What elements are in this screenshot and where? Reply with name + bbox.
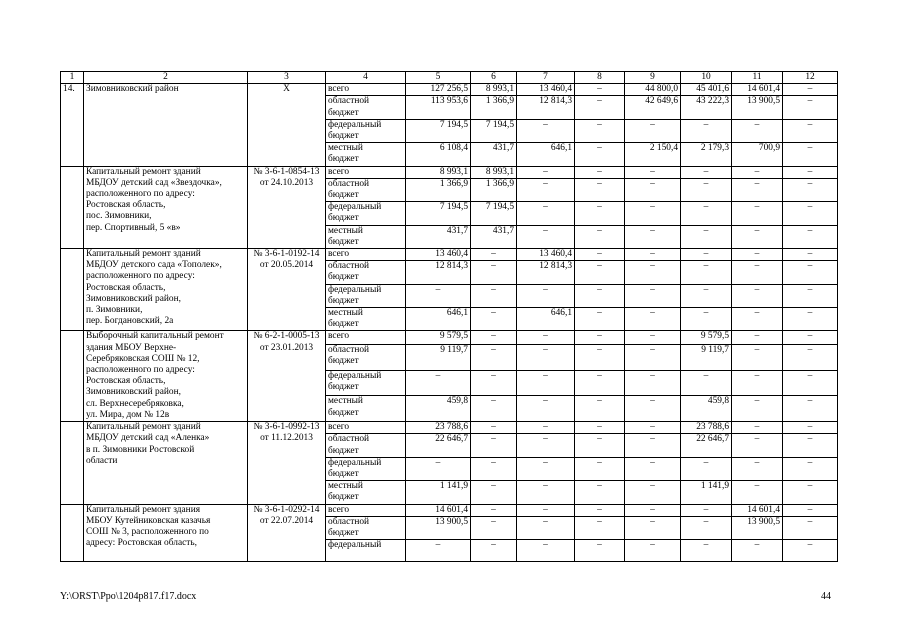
- value-cell: –: [575, 284, 625, 307]
- column-number: 4: [326, 72, 406, 84]
- value-cell: –: [575, 84, 625, 96]
- table-body: [61, 72, 838, 562]
- value-cell: –: [625, 202, 681, 225]
- value-cell: –: [783, 202, 838, 225]
- table-row: [61, 249, 838, 261]
- file-path: Y:\ORST\Ppo\1204p817.f17.docx: [60, 591, 197, 602]
- value-cell: 43 222,3: [681, 96, 732, 119]
- value-cell: –: [732, 396, 783, 422]
- value-cell: –: [681, 119, 732, 142]
- value-cell: –: [471, 370, 517, 396]
- value-cell: –: [471, 249, 517, 261]
- value-cell: 8 993,1: [471, 84, 517, 96]
- value-cell: 12 814,3: [517, 261, 575, 284]
- value-cell: –: [517, 331, 575, 344]
- value-cell: 22 646,7: [681, 434, 732, 457]
- value-cell: –: [575, 481, 625, 504]
- value-cell: –: [681, 225, 732, 248]
- column-number: 12: [783, 72, 838, 84]
- value-cell: 23 788,6: [406, 422, 471, 434]
- value-cell: –: [625, 119, 681, 142]
- value-cell: 13 900,5: [406, 516, 471, 539]
- value-cell: –: [625, 308, 681, 331]
- row-number-empty: [61, 504, 84, 562]
- budget-source-label: областной бюджет: [326, 516, 406, 539]
- value-cell: 127 256,5: [406, 84, 471, 96]
- column-number: 1: [61, 72, 84, 84]
- value-cell: –: [517, 422, 575, 434]
- value-cell: 13 460,4: [517, 84, 575, 96]
- value-cell: –: [783, 396, 838, 422]
- object-name: Выборочный капитальный ремонт здания МБОУ Верхне- Серебряковская СОШ № 12, расположенного по адресу: Ростовская область, Зимовниковский район, сл. Верхнесеребряковка, ул. Мира, дом № 12в: [84, 331, 248, 422]
- value-cell: –: [575, 457, 625, 480]
- budget-source-label: федеральный бюджет: [326, 119, 406, 142]
- value-cell: 1 366,9: [471, 178, 517, 201]
- value-cell: –: [732, 344, 783, 370]
- column-number: 3: [248, 72, 326, 84]
- value-cell: –: [732, 457, 783, 480]
- row-number-empty: [61, 249, 84, 331]
- value-cell: –: [783, 178, 838, 201]
- value-cell: –: [406, 284, 471, 307]
- value-cell: –: [625, 166, 681, 178]
- value-cell: 9 119,7: [406, 344, 471, 370]
- value-cell: –: [625, 249, 681, 261]
- value-cell: –: [681, 202, 732, 225]
- value-cell: 431,7: [471, 225, 517, 248]
- value-cell: –: [625, 434, 681, 457]
- row-number-empty: [61, 331, 84, 422]
- value-cell: 646,1: [406, 308, 471, 331]
- value-cell: 6 108,4: [406, 143, 471, 166]
- column-number: 8: [575, 72, 625, 84]
- value-cell: –: [783, 504, 838, 516]
- object-name: Капитальный ремонт зданий МБДОУ детский сад «Звездочка», расположенного по адресу: Ростовская область, пос. Зимовники, пер. Спортивный, 5 «в»: [84, 166, 248, 248]
- budget-source-label: местный бюджет: [326, 143, 406, 166]
- value-cell: 14 601,4: [406, 504, 471, 516]
- value-cell: –: [517, 504, 575, 516]
- value-cell: 431,7: [471, 143, 517, 166]
- value-cell: 45 401,6: [681, 84, 732, 96]
- value-cell: –: [732, 119, 783, 142]
- value-cell: –: [681, 249, 732, 261]
- budget-source-label: областной бюджет: [326, 178, 406, 201]
- value-cell: –: [471, 516, 517, 539]
- value-cell: 13 900,5: [732, 516, 783, 539]
- value-cell: –: [783, 481, 838, 504]
- value-cell: –: [625, 261, 681, 284]
- value-cell: –: [471, 481, 517, 504]
- object-doc: № 6-2-1-0005-13 от 23.01.2013: [248, 331, 326, 422]
- table-row: [61, 504, 838, 516]
- budget-source-label: областной бюджет: [326, 96, 406, 119]
- value-cell: –: [783, 422, 838, 434]
- value-cell: –: [783, 166, 838, 178]
- value-cell: –: [681, 284, 732, 307]
- value-cell: –: [783, 249, 838, 261]
- value-cell: –: [471, 396, 517, 422]
- budget-source-label: областной бюджет: [326, 344, 406, 370]
- value-cell: –: [625, 422, 681, 434]
- value-cell: –: [783, 457, 838, 480]
- value-cell: –: [681, 166, 732, 178]
- value-cell: –: [517, 166, 575, 178]
- value-cell: 44 800,0: [625, 84, 681, 96]
- budget-source-label: всего: [326, 84, 406, 96]
- value-cell: 646,1: [517, 308, 575, 331]
- value-cell: –: [575, 540, 625, 562]
- value-cell: 12 814,3: [406, 261, 471, 284]
- value-cell: –: [575, 422, 625, 434]
- row-number: 14.: [61, 84, 84, 166]
- table-row: [61, 331, 838, 344]
- budget-source-label: местный бюджет: [326, 396, 406, 422]
- value-cell: 9 579,5: [681, 331, 732, 344]
- value-cell: 459,8: [406, 396, 471, 422]
- budget-source-label: всего: [326, 331, 406, 344]
- value-cell: –: [471, 434, 517, 457]
- object-doc: № 3-6-1-0292-14 от 22.07.2014: [248, 504, 326, 562]
- value-cell: –: [471, 331, 517, 344]
- value-cell: –: [575, 249, 625, 261]
- value-cell: –: [625, 331, 681, 344]
- value-cell: –: [783, 331, 838, 344]
- value-cell: –: [783, 84, 838, 96]
- value-cell: 1 366,9: [406, 178, 471, 201]
- budget-source-label: местный бюджет: [326, 225, 406, 248]
- budget-source-label: федеральный бюджет: [326, 202, 406, 225]
- value-cell: –: [575, 308, 625, 331]
- value-cell: –: [625, 516, 681, 539]
- value-cell: –: [681, 370, 732, 396]
- value-cell: –: [783, 434, 838, 457]
- district-doc: Х: [248, 84, 326, 166]
- value-cell: –: [517, 457, 575, 480]
- value-cell: –: [575, 178, 625, 201]
- object-doc: № 3-6-1-0992-13 от 11.12.2013: [248, 422, 326, 504]
- budget-source-label: федеральный: [326, 540, 406, 562]
- value-cell: –: [625, 540, 681, 562]
- value-cell: 13 460,4: [517, 249, 575, 261]
- object-name: Капитальный ремонт зданий МБДОУ детский сад «Аленка» в п. Зимовники Ростовской области: [84, 422, 248, 504]
- value-cell: 113 953,6: [406, 96, 471, 119]
- value-cell: –: [783, 143, 838, 166]
- value-cell: –: [783, 540, 838, 562]
- column-number: 7: [517, 72, 575, 84]
- value-cell: –: [681, 261, 732, 284]
- value-cell: –: [471, 261, 517, 284]
- value-cell: –: [783, 96, 838, 119]
- value-cell: –: [517, 370, 575, 396]
- value-cell: –: [625, 481, 681, 504]
- value-cell: –: [681, 178, 732, 201]
- value-cell: –: [471, 284, 517, 307]
- value-cell: 23 788,6: [681, 422, 732, 434]
- value-cell: –: [575, 261, 625, 284]
- object-name: Капитальный ремонт здания МБОУ Кутейниковская казачья СОШ № 3, расположенного по адресу: Ростовская область,: [84, 504, 248, 562]
- column-number: 9: [625, 72, 681, 84]
- budget-source-label: областной бюджет: [326, 261, 406, 284]
- value-cell: –: [783, 308, 838, 331]
- value-cell: –: [471, 308, 517, 331]
- value-cell: 431,7: [406, 225, 471, 248]
- value-cell: 13 900,5: [732, 96, 783, 119]
- budget-source-label: федеральный бюджет: [326, 457, 406, 480]
- value-cell: –: [517, 516, 575, 539]
- value-cell: 12 814,3: [517, 96, 575, 119]
- value-cell: 2 150,4: [625, 143, 681, 166]
- value-cell: –: [517, 434, 575, 457]
- value-cell: –: [732, 249, 783, 261]
- value-cell: –: [575, 202, 625, 225]
- document-page: [60, 71, 837, 562]
- value-cell: –: [681, 308, 732, 331]
- value-cell: –: [681, 504, 732, 516]
- value-cell: 7 194,5: [471, 202, 517, 225]
- value-cell: 14 601,4: [732, 84, 783, 96]
- value-cell: –: [575, 516, 625, 539]
- object-doc: № 3-6-1-0854-13 от 24.10.2013: [248, 166, 326, 248]
- value-cell: 9 579,5: [406, 331, 471, 344]
- value-cell: 9 119,7: [681, 344, 732, 370]
- value-cell: –: [625, 457, 681, 480]
- value-cell: –: [783, 516, 838, 539]
- value-cell: –: [517, 344, 575, 370]
- table-row: [61, 422, 838, 434]
- value-cell: –: [517, 202, 575, 225]
- value-cell: –: [517, 481, 575, 504]
- value-cell: 8 993,1: [406, 166, 471, 178]
- value-cell: –: [732, 202, 783, 225]
- budget-source-label: всего: [326, 504, 406, 516]
- row-number-empty: [61, 422, 84, 504]
- value-cell: –: [783, 344, 838, 370]
- budget-source-label: всего: [326, 422, 406, 434]
- row-number-empty: [61, 166, 84, 248]
- value-cell: 1 141,9: [681, 481, 732, 504]
- table-row: [61, 166, 838, 178]
- value-cell: –: [471, 344, 517, 370]
- value-cell: –: [625, 504, 681, 516]
- value-cell: –: [517, 119, 575, 142]
- value-cell: –: [732, 331, 783, 344]
- value-cell: –: [783, 284, 838, 307]
- value-cell: –: [575, 166, 625, 178]
- value-cell: –: [783, 119, 838, 142]
- value-cell: 7 194,5: [406, 202, 471, 225]
- page-number: 44: [821, 591, 831, 602]
- value-cell: –: [625, 344, 681, 370]
- value-cell: –: [625, 225, 681, 248]
- value-cell: –: [471, 457, 517, 480]
- value-cell: –: [575, 344, 625, 370]
- value-cell: –: [517, 284, 575, 307]
- value-cell: 1 366,9: [471, 96, 517, 119]
- value-cell: 22 646,7: [406, 434, 471, 457]
- budget-source-label: местный бюджет: [326, 308, 406, 331]
- value-cell: –: [732, 370, 783, 396]
- value-cell: 2 179,3: [681, 143, 732, 166]
- value-cell: –: [681, 540, 732, 562]
- value-cell: –: [575, 396, 625, 422]
- value-cell: –: [783, 261, 838, 284]
- value-cell: –: [681, 516, 732, 539]
- budget-source-label: всего: [326, 249, 406, 261]
- value-cell: 7 194,5: [406, 119, 471, 142]
- value-cell: –: [732, 166, 783, 178]
- value-cell: –: [732, 178, 783, 201]
- column-number: 2: [84, 72, 248, 84]
- column-number: 11: [732, 72, 783, 84]
- value-cell: 700,9: [732, 143, 783, 166]
- value-cell: –: [732, 284, 783, 307]
- budget-table: [60, 71, 838, 562]
- budget-source-label: местный бюджет: [326, 481, 406, 504]
- value-cell: 7 194,5: [471, 119, 517, 142]
- value-cell: –: [517, 225, 575, 248]
- value-cell: –: [625, 396, 681, 422]
- value-cell: –: [783, 225, 838, 248]
- value-cell: –: [471, 540, 517, 562]
- value-cell: –: [732, 422, 783, 434]
- value-cell: –: [732, 481, 783, 504]
- budget-source-label: всего: [326, 166, 406, 178]
- value-cell: –: [575, 225, 625, 248]
- column-number-row: [61, 72, 838, 84]
- value-cell: –: [575, 331, 625, 344]
- column-number: 10: [681, 72, 732, 84]
- value-cell: –: [471, 422, 517, 434]
- table-row: [61, 84, 838, 96]
- value-cell: 14 601,4: [732, 504, 783, 516]
- value-cell: –: [575, 119, 625, 142]
- object-name: Капитальный ремонт зданий МБДОУ детского сада «Тополек», расположенного по адресу: Ростовская область, Зимовниковский район, п. Зимовники, пер. Богдановский, 2а: [84, 249, 248, 331]
- budget-source-label: областной бюджет: [326, 434, 406, 457]
- value-cell: –: [517, 396, 575, 422]
- value-cell: –: [732, 540, 783, 562]
- value-cell: –: [406, 457, 471, 480]
- value-cell: 13 460,4: [406, 249, 471, 261]
- budget-source-label: федеральный бюджет: [326, 370, 406, 396]
- value-cell: –: [575, 504, 625, 516]
- value-cell: –: [625, 370, 681, 396]
- value-cell: –: [406, 370, 471, 396]
- value-cell: –: [575, 96, 625, 119]
- value-cell: –: [575, 143, 625, 166]
- value-cell: –: [732, 261, 783, 284]
- value-cell: 1 141,9: [406, 481, 471, 504]
- value-cell: 459,8: [681, 396, 732, 422]
- value-cell: –: [681, 457, 732, 480]
- value-cell: –: [406, 540, 471, 562]
- value-cell: –: [625, 178, 681, 201]
- value-cell: 8 993,1: [471, 166, 517, 178]
- value-cell: –: [783, 370, 838, 396]
- value-cell: –: [732, 225, 783, 248]
- value-cell: –: [575, 370, 625, 396]
- value-cell: –: [517, 540, 575, 562]
- object-doc: № 3-6-1-0192-14 от 20.05.2014: [248, 249, 326, 331]
- value-cell: –: [517, 178, 575, 201]
- district-name: Зимовниковский район: [84, 84, 248, 166]
- column-number: 6: [471, 72, 517, 84]
- value-cell: –: [732, 308, 783, 331]
- column-number: 5: [406, 72, 471, 84]
- value-cell: 646,1: [517, 143, 575, 166]
- value-cell: 42 649,6: [625, 96, 681, 119]
- budget-source-label: федеральный бюджет: [326, 284, 406, 307]
- value-cell: –: [471, 504, 517, 516]
- value-cell: –: [732, 434, 783, 457]
- value-cell: –: [575, 434, 625, 457]
- value-cell: –: [625, 284, 681, 307]
